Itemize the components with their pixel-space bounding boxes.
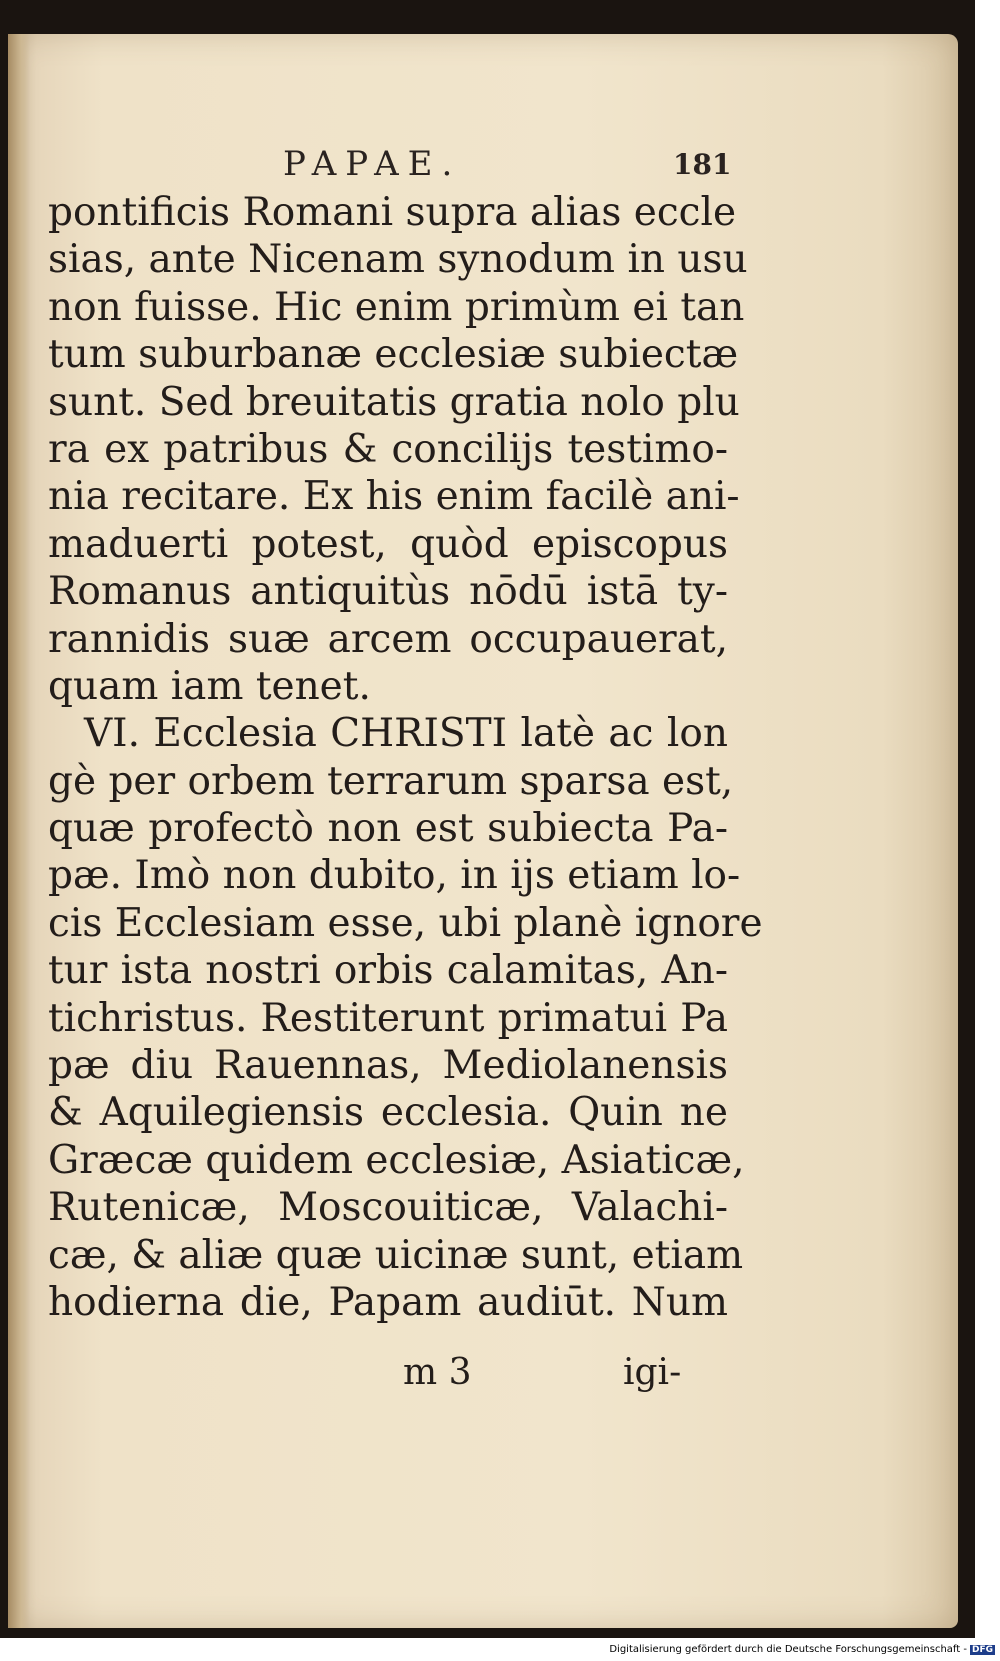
text-line: tichristus. Restiterunt primatui Pa [48, 995, 728, 1041]
catchword: igi- [623, 1352, 682, 1393]
text-line: Romanus antiquitùs nōdū istā ty- [48, 569, 728, 615]
page-header [48, 126, 738, 186]
text-line: Græcæ quidem ecclesiæ, Asiaticæ, [48, 1137, 745, 1183]
text-line: cæ, & aliæ quæ uicinæ sunt, etiam [48, 1232, 744, 1278]
text-line: pæ diu Rauennas, Mediolanensis [48, 1043, 728, 1089]
book-page [8, 34, 958, 1628]
text-line: maduerti potest, quòd episcopus [48, 521, 728, 567]
page-footer-line [48, 1352, 728, 1402]
text-line: sias, ante Nicenam synodum in usu [48, 237, 748, 283]
text-line: quam iam tenet. [48, 663, 371, 709]
digitization-credit [600, 1644, 995, 1655]
dfg-logo: DFG [971, 1645, 993, 1655]
text-line: tum suburbanæ ecclesiæ subiectæ [48, 332, 739, 378]
text-line: sunt. Sed breuitatis gratia nolo plu [48, 379, 740, 425]
text-line: hodierna die, Papam audiūt. Num [48, 1279, 728, 1325]
signature-mark: m 3 [403, 1352, 472, 1393]
credit-text: Digitalisierung gefördert durch die Deutsche Forschungsgemeinschaft - [609, 1644, 967, 1655]
text-line: tur ista nostri orbis calamitas, An- [48, 948, 728, 994]
text-line: pæ. Imò non dubito, in ijs etiam lo- [48, 853, 741, 899]
text-line: pontificis Romani supra alias eccle [48, 190, 737, 235]
text-line: Rutenicæ, Moscouiticæ, Valachi- [48, 1185, 728, 1231]
text-line: rannidis suæ arcem occupauerat, [48, 616, 728, 662]
text-line: nia recitare. Ex his enim facilè ani- [48, 474, 740, 520]
text-line: cis Ecclesiam esse, ubi planè ignore [48, 900, 763, 946]
body-text [48, 189, 763, 1326]
text-line: gè per orbem terrarum sparsa est, [48, 758, 734, 804]
running-head: PAPAE. [283, 144, 462, 184]
page-gutter [8, 34, 30, 1628]
text-line: & Aquilegiensis ecclesia. Quin ne [48, 1090, 728, 1136]
text-line: ra ex patribus & concilijs testimo- [48, 426, 728, 472]
text-line: quæ profectò non est subiecta Pa- [48, 806, 728, 852]
text-line: VI. Ecclesia CHRISTI latè ac lon [84, 711, 728, 757]
page-number: 181 [673, 148, 732, 181]
text-line: non fuisse. Hic enim primùm ei tan [48, 284, 745, 330]
